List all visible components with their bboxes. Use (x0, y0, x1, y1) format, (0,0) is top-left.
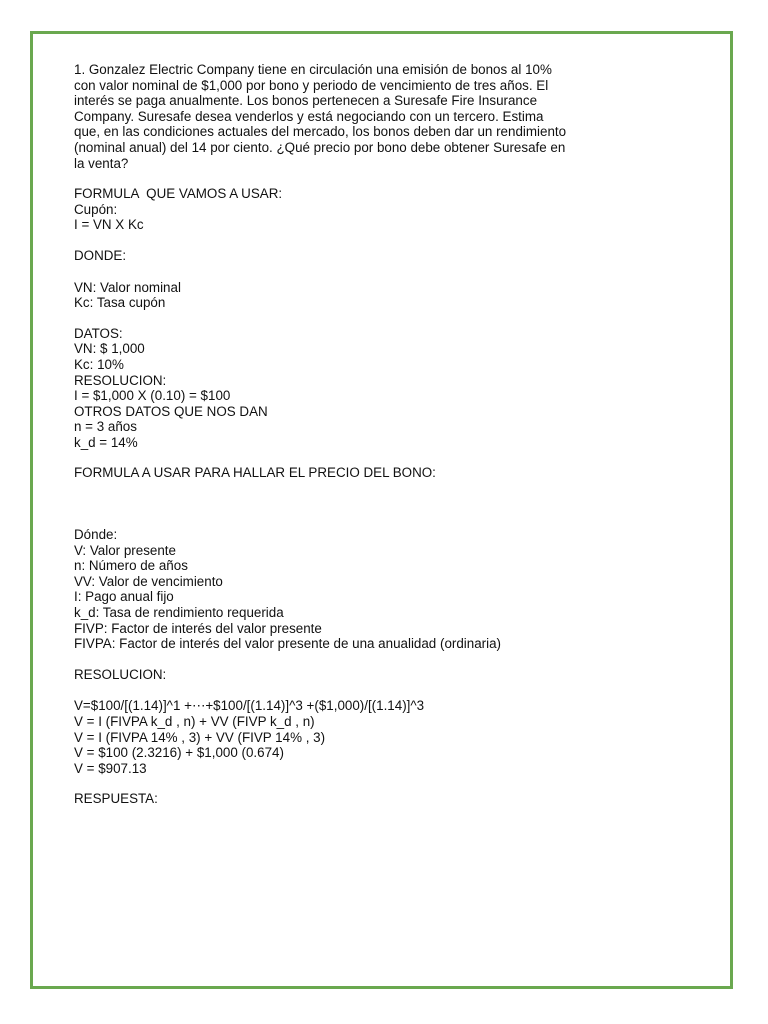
datos-line: DATOS: (74, 325, 123, 341)
definition-line: FIVP: Factor de interés del valor presente (74, 620, 322, 636)
definition-line: Kc: Tasa cupón (74, 295, 166, 311)
definition-line: Dónde: (74, 527, 118, 543)
definition-line: n: Número de años (74, 558, 188, 574)
formula-label: Cupón: (74, 201, 118, 217)
problem-line: la venta? (74, 155, 129, 171)
donde-definitions (74, 280, 634, 311)
definition-line: V: Valor presente (74, 542, 176, 558)
problem-line: que, en las condiciones actuales del mercado, los bonos deben dar un rendimiento (74, 124, 567, 140)
definition-line: FIVPA: Factor de interés del valor presente de una anualidad (ordinaria) (74, 636, 502, 652)
definition-line: k_d: Tasa de rendimiento requerida (74, 605, 284, 621)
datos-section (74, 326, 634, 451)
resolution-steps (74, 698, 634, 776)
donde-heading: DONDE: (74, 247, 127, 263)
datos-line: RESOLUCION: (74, 372, 167, 388)
coupon-formula-section (74, 186, 634, 233)
problem-line: (nominal anual) del 14 por ciento. ¿Qué precio por bono debe obtener Suresafe en (74, 139, 566, 155)
coupon-formula: I = VN X Kc (74, 217, 144, 233)
problem-statement (74, 62, 634, 171)
resolution-line: V = I (FIVPA k_d , n) + VV (FIVP k_d , n) (74, 714, 315, 729)
definition-line: VV: Valor de vencimiento (74, 573, 223, 589)
datos-line: VN: $ 1,000 (74, 341, 145, 357)
datos-line: I = $1,000 X (0.10) = $100 (74, 388, 231, 404)
problem-line: con valor nominal de $1,000 por bono y periodo de vencimiento de tres años. El (74, 77, 549, 93)
price-formula-heading: FORMULA A USAR PARA HALLAR EL PRECIO DEL BONO: (74, 465, 436, 481)
formula-heading: FORMULA QUE VAMOS A USAR: (74, 186, 283, 202)
problem-line: Company. Suresafe desea venderlos y está negociando con un tercero. Estima (74, 108, 544, 124)
datos-line: k_d = 14% (74, 434, 138, 450)
datos-line: OTROS DATOS QUE NOS DAN (74, 403, 268, 419)
resolution-line: V = I (FIVPA 14% , 3) + VV (FIVP 14% , 3) (74, 729, 326, 745)
problem-line: interés se paga anualmente. Los bonos pertenecen a Suresafe Fire Insurance (74, 93, 538, 109)
resolution-line: V=$100/[(1.14)]^1 +⋯+$100/[(1.14)]^3 +($1,000)/[(1.14)]^3 (74, 698, 425, 714)
resolution-heading: RESOLUCION: (74, 666, 167, 682)
datos-line: Kc: 10% (74, 356, 124, 372)
variable-definitions (74, 527, 634, 652)
document-content (74, 62, 634, 807)
answer-heading: RESPUESTA: (74, 791, 158, 807)
definition-line: VN: Valor nominal (74, 279, 181, 295)
definition-line: I: Pago anual fijo (74, 589, 174, 605)
resolution-line: V = $100 (2.3216) + $1,000 (0.674) (74, 745, 284, 761)
resolution-line: V = $907.13 (74, 760, 147, 776)
datos-line: n = 3 años (74, 419, 137, 435)
problem-line: 1. Gonzalez Electric Company tiene en circulación una emisión de bonos al 10% (74, 62, 552, 77)
